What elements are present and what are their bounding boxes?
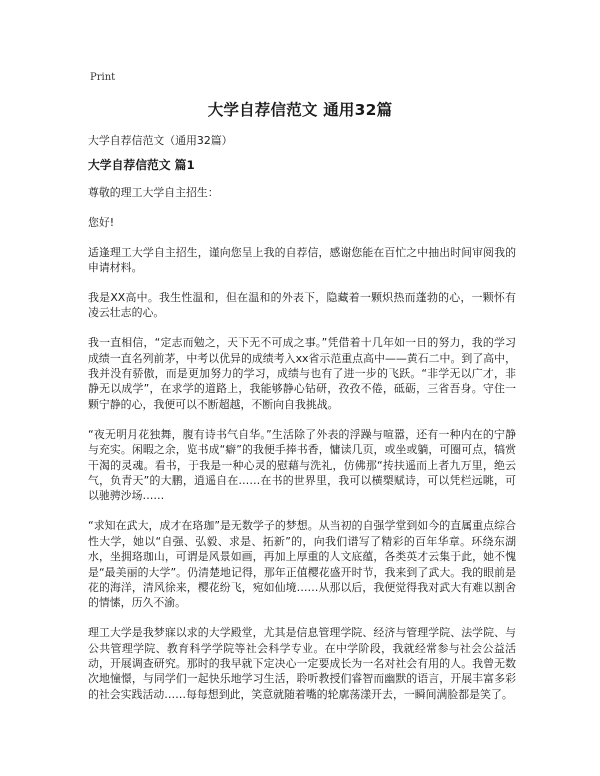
salutation: 尊敬的理工大学自主招生：	[88, 185, 219, 199]
page-title: 大学自荐信范文 通用32篇	[207, 101, 393, 119]
body-paragraph: 我一直相信，“定志而勉之，天下无不可成之事。”凭借着十几年如一日的努力，我的学习成绩一直名列前茅，中考以优异的成绩考入xx省示范重点高中——黄石二中。到了高中，我并没有骄傲，而是更加努力的学习，成绩与也有了进一步的飞跃。“非学无以广才，非静无以成学”，在求学的道路上，我能够静心钻研，孜孜不倦，砥砺，三省吾身。守住一颗宁静的心，我便可以不断超越，不断向自我挑战。	[88, 336, 516, 411]
document-subtitle: 大学自荐信范文（通用32篇）	[88, 134, 233, 147]
body-paragraph: “求知在武大，成才在珞珈”是无数学子的梦想。从当初的自强学堂到如今的直属重点综合性大学，她以“自强、弘毅、求是、拓新”的，向我们谱写了精彩的百年华章。环绕东湖水，坐拥珞珈山，可谓是风景如画，再加上厚重的人文底蕴，各类英才云集于此，她不愧是“最美丽的大学”。仍清楚地记得，那年正值樱花盛开时节，我来到了武大。我的眼前是花的海洋，清风徐来，樱花纷飞，宛如仙境……从那以后，我便觉得我对武大有难以割舍的情愫，历久不渝。	[88, 519, 516, 610]
document-body	[88, 133, 516, 717]
section-heading: 大学自荐信范文 篇1	[88, 158, 195, 173]
print-label: Print	[90, 72, 116, 83]
body-paragraph: “夜无明月花独舞，腹有诗书气自华。”生活除了外表的浮躁与喧嚣，还有一种内在的宁静与充实。闲暇之余，览书成“癖”的我便手捧书香，慵读几页，或坐或躺，可圈可点，犒赏干渴的灵魂。看书，于我是一种心灵的慰藉与洗礼，仿佛那“抟扶遥而上者九万里，绝云气，负青天”的大鹏，逍遥自在……在书的世界里，我可以横槊赋诗，可以凭栏远眺，可以驰骋沙场……	[88, 427, 516, 503]
body-paragraph: 我是XX高中。我生性温和，但在温和的外表下，隐藏着一颗炽热而蓬勃的心，一颗怀有凌云壮志的心。	[88, 290, 516, 320]
body-paragraph: 适逢理工大学自主招生，谨向您呈上我的自荐信，感谢您能在百忙之中抽出时间审阅我的申请材料。	[88, 245, 516, 275]
greeting: 您好!	[88, 215, 115, 229]
body-paragraph: 理工大学是我梦寐以求的大学殿堂，尤其是信息管理学院、经济与管理学院、法学院、与公共管理学院、教育科学学院等社会科学专业。在中学阶段，我就经常参与社会公益活动，开展调查研究。那时的我早就下定决心一定要成长为一名对社会有用的人。我曾无数次地憧憬，与同学们一起快乐地学习生活，聆听教授们睿智而幽默的语言，开展丰富多彩的社会实践活动……每每想到此，笑意就随着嘴的轮廓荡漾开去，一瞬间满脸都是笑了。	[88, 626, 516, 701]
